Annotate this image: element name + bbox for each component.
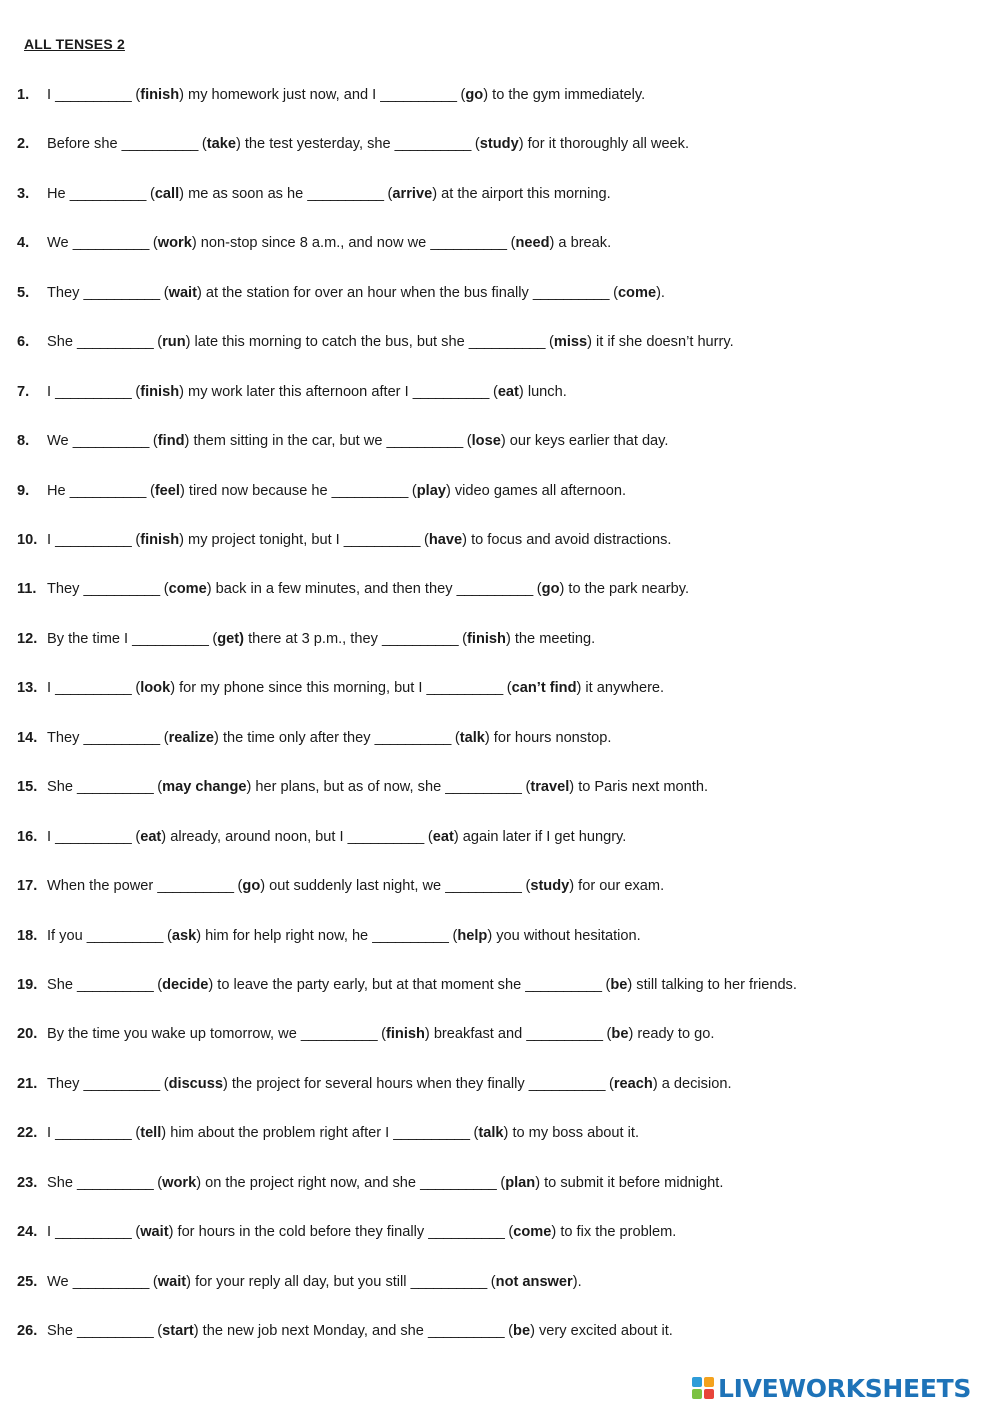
question-text: ) lunch. [518,383,567,400]
question-number: 16. [17,828,38,845]
verb-hint: not answer [495,1273,573,1290]
answer-blank[interactable]: __________ [528,1075,605,1092]
question-number: 7. [17,383,30,400]
verb-hint: go [242,878,261,894]
question-text: They [47,729,84,746]
question-text: ) to my boss about it. [503,1125,640,1142]
verb-hint: finish [140,87,180,103]
question-text: ) still talking to her friends. [627,976,797,993]
question-number: 24. [17,1224,38,1241]
question-text: ) very excited about it. [530,1323,673,1339]
answer-blank[interactable]: __________ [55,1125,132,1142]
question-text: ( [456,87,466,103]
answer-blank[interactable]: __________ [386,433,463,450]
question-text: ) again later if I get hungry. [453,828,627,845]
question-text: ( [131,1125,141,1142]
question-text: ) for hours in the cold before they finally [168,1224,429,1241]
logo-square [704,1389,714,1399]
answer-blank[interactable]: __________ [372,927,449,944]
question-text: ( [131,87,141,103]
question-text: I [47,828,56,845]
question-text: ( [153,976,163,993]
logo-text: LIVEWORKSHEETS [718,1373,972,1403]
answer-blank[interactable]: __________ [69,185,146,202]
question-text: ( [153,1323,163,1339]
logo-square [704,1377,714,1387]
question-text: ( [601,976,611,993]
question-text: ( [450,729,460,746]
answer-blank[interactable]: __________ [412,383,489,400]
question-text: ) to Paris next month. [569,779,708,796]
question-text: She [47,976,78,993]
question-text: ( [419,532,429,548]
question-text: ) tired now because he [179,482,332,499]
answer-blank[interactable]: __________ [77,1174,154,1191]
question-text: ) the meeting. [505,630,596,647]
question-text: They [47,284,84,301]
question-text: He [47,185,70,202]
answer-blank[interactable]: __________ [300,1026,378,1043]
question-text: ) my work later this afternoon after I [179,383,413,400]
question-text: ) to the gym immediately. [483,87,646,103]
question-text: She [47,334,78,351]
answer-blank[interactable]: __________ [55,87,132,103]
question-text: ( [159,284,169,301]
answer-blank[interactable]: __________ [532,284,610,301]
verb-hint: wait [140,1224,169,1241]
verb-hint: look [140,680,171,697]
question-text: When the power [47,878,158,894]
question-text: ) them sitting in the car, but we [184,433,387,450]
verb-hint: find [157,433,185,450]
question-text: ( [544,334,554,351]
question-text: ( [159,581,169,598]
verb-hint: plan [505,1174,536,1191]
question-number: 11. [17,581,37,598]
question-text: ( [462,433,472,450]
question-text: ( [148,1273,158,1290]
verb-hint: come [513,1224,552,1241]
question-number: 15. [17,779,38,796]
question-text: ) at the airport this morning. [432,185,611,202]
answer-blank[interactable]: __________ [525,976,602,993]
verb-hint: work [157,235,192,252]
question-text: If you [47,927,87,944]
answer-blank[interactable]: __________ [83,284,160,301]
question-text: ) my project tonight, but I [179,532,344,548]
verb-hint: get) [217,630,245,647]
answer-blank[interactable]: __________ [526,1026,603,1043]
verb-hint: eat [432,828,454,845]
question-text: ( [208,630,218,647]
question-text: ( [504,1323,514,1339]
verb-hint: eat [140,828,162,845]
question-text: ( [521,878,531,894]
question-text: We [47,1273,73,1290]
question-number: 26. [17,1323,38,1339]
question-text: there at 3 p.m., they [244,630,382,647]
question-text: I [47,680,56,697]
question-text: She [47,1174,78,1191]
question-text: ) a break. [549,235,612,252]
answer-blank[interactable]: __________ [307,185,384,202]
answer-blank[interactable]: __________ [445,779,522,796]
answer-blank[interactable]: __________ [69,482,146,499]
answer-blank[interactable]: __________ [380,87,457,103]
question-text: ) it if she doesn’t hurry. [587,334,734,351]
question-text: ) him about the problem right after I [161,1125,394,1142]
question-text: ) already, around noon, but I [161,828,348,845]
answer-blank[interactable]: __________ [331,482,408,499]
question-text: ( [521,779,531,796]
question-text: ( [131,383,141,400]
question-text: ( [609,284,618,301]
question-text: ( [448,927,458,944]
question-text: By the time you wake up tomorrow, we [47,1026,301,1043]
question-item [17,927,641,945]
verb-hint: finish [140,532,180,548]
question-text: ) me as soon as he [179,185,308,202]
verb-hint: finish [140,383,180,400]
verb-hint: finish [467,630,506,647]
question-number: 22. [17,1125,38,1142]
answer-blank[interactable]: __________ [77,779,154,796]
logo-square [692,1389,702,1399]
question-number: 13. [17,680,38,697]
question-number: 18. [17,927,38,944]
question-text: I [47,532,56,548]
verb-hint: tell [140,1125,162,1142]
verb-hint: decide [162,976,209,993]
question-number: 2. [17,136,30,153]
verb-hint: can’t find [511,680,577,697]
verb-hint: lose [471,433,501,450]
answer-blank[interactable]: __________ [72,235,149,252]
question-text: ( [458,630,468,647]
question-text: ) the time only after they [214,729,375,746]
verb-hint: arrive [392,185,433,202]
verb-hint: start [162,1323,194,1339]
question-text: ) her plans, but as of now, she [246,779,446,796]
question-item [17,1322,673,1340]
question-number: 20. [17,1026,38,1043]
question-text: They [47,581,84,598]
question-text: ( [153,1174,163,1191]
question-number: 6. [17,334,30,351]
question-number: 5. [17,284,30,301]
question-text: Before she [47,136,122,153]
answer-blank[interactable]: __________ [55,680,132,697]
question-text: ( [159,1075,169,1092]
question-item [17,1124,639,1142]
verb-hint: be [611,1026,629,1043]
question-text: ) him for help right now, he [196,927,373,944]
question-text: We [47,235,73,252]
question-text: ( [407,482,417,499]
answer-blank[interactable]: __________ [428,1224,505,1241]
verb-hint: discuss [168,1075,223,1092]
question-text: ( [532,581,542,598]
answer-blank[interactable]: __________ [445,878,522,894]
verb-hint: talk [459,729,485,746]
question-number: 10. [17,532,38,548]
answer-blank[interactable]: __________ [72,433,149,450]
verb-hint: study [530,878,570,894]
question-text: ) it anywhere. [576,680,665,697]
answer-blank[interactable]: __________ [430,235,507,252]
question-number: 25. [17,1273,38,1290]
question-number: 9. [17,482,30,499]
verb-hint: work [162,1174,197,1191]
answer-blank[interactable]: __________ [55,383,132,400]
liveworksheets-logo-icon [692,1377,714,1399]
verb-hint: wait [168,284,197,301]
question-text: ) the project for several hours when they finally [222,1075,529,1092]
question-item [17,185,611,203]
question-text: ( [148,433,158,450]
question-item [17,877,664,895]
answer-blank[interactable]: __________ [374,729,451,746]
question-text: ( [145,185,155,202]
question-text: ( [506,235,516,252]
verb-hint: finish [385,1026,425,1043]
question-text: ( [488,383,498,400]
question-text: ( [377,1026,386,1043]
question-text: I [47,383,56,400]
answer-blank[interactable]: __________ [456,581,533,598]
question-item [17,234,611,252]
question-text: By the time I [47,630,133,647]
question-text: ( [469,1125,479,1142]
answer-blank[interactable]: __________ [72,1273,149,1290]
question-item [17,828,626,846]
worksheet-title: ALL TENSES 2 [24,36,125,52]
answer-blank[interactable]: __________ [420,1174,497,1191]
question-number: 3. [17,185,30,202]
verb-hint: may change [162,779,247,796]
logo-square [692,1377,702,1387]
question-item [17,580,689,598]
answer-blank[interactable]: __________ [410,1273,487,1290]
verb-hint: eat [497,383,519,400]
verb-hint: be [513,1323,531,1339]
question-item [17,432,668,450]
question-item [17,729,611,747]
verb-hint: ask [171,927,197,944]
question-text: ( [504,1224,514,1241]
answer-blank[interactable]: __________ [83,581,160,598]
question-text: We [47,433,73,450]
verb-hint: take [206,136,236,153]
answer-blank[interactable]: __________ [77,334,154,351]
question-text: ( [496,1174,506,1191]
liveworksheets-logo [692,1373,971,1403]
question-number: 4. [17,235,30,252]
question-text: ) for your reply all day, but you still [186,1273,411,1290]
question-item [17,1174,723,1192]
question-text: ) late this morning to catch the bus, but she [185,334,469,351]
question-item [17,1273,582,1291]
question-item [17,679,664,697]
verb-hint: talk [478,1125,504,1142]
answer-blank[interactable]: __________ [157,878,234,894]
verb-hint: come [617,284,657,301]
answer-blank[interactable]: __________ [86,927,163,944]
question-text: ( [131,532,141,548]
question-text: ) our keys earlier that day. [500,433,669,450]
question-text: ( [604,1075,614,1092]
question-text: ) non-stop since 8 a.m., and now we [191,235,431,252]
question-text: I [47,1125,56,1142]
question-text: ( [162,927,172,944]
answer-blank[interactable]: __________ [132,630,209,647]
answer-blank[interactable]: __________ [55,532,132,548]
question-text: ( [197,136,207,153]
question-text: She [47,1323,78,1339]
verb-hint: run [162,334,186,351]
question-text: ( [153,779,163,796]
verb-hint: have [428,532,463,548]
verb-hint: be [610,976,628,993]
question-text: ) the test yesterday, she [235,136,395,153]
question-item [17,135,689,153]
question-text: ) for hours nonstop. [484,729,612,746]
verb-hint: feel [154,482,180,499]
question-text: ( [423,828,433,845]
question-text: ) to fix the problem. [551,1224,677,1241]
answer-blank[interactable]: __________ [77,976,154,993]
answer-blank[interactable]: __________ [83,729,160,746]
question-text: ( [470,136,480,153]
verb-hint: help [457,927,488,944]
verb-hint: call [154,185,180,202]
question-text: ) for my phone since this morning, but I [170,680,427,697]
answer-blank[interactable]: __________ [427,1323,505,1339]
verb-hint: go [465,87,484,103]
question-number: 14. [17,729,38,746]
question-text: They [47,1075,84,1092]
question-text: ). [572,1273,582,1290]
answer-blank[interactable]: __________ [468,334,545,351]
answer-blank[interactable]: __________ [381,630,459,647]
verb-hint: play [416,482,446,499]
verb-hint: miss [553,334,588,351]
question-text: ( [131,680,141,697]
question-text: ) to submit it before midnight. [535,1174,724,1191]
question-text: ) ready to go. [628,1026,715,1043]
verb-hint: wait [157,1273,187,1290]
question-item [17,383,567,401]
question-text: ) for it thoroughly all week. [518,136,690,153]
question-text: ) out suddenly last night, we [260,878,446,894]
verb-hint: reach [613,1075,653,1092]
question-text: ( [153,334,163,351]
question-text: ) for our exam. [569,878,665,894]
question-number: 1. [17,87,30,103]
question-text: ( [233,878,243,894]
question-item [17,1075,732,1093]
question-text: ( [486,1273,496,1290]
question-text: ( [159,729,169,746]
answer-blank[interactable]: __________ [426,680,503,697]
verb-hint: study [479,136,519,153]
question-text: ( [145,482,155,499]
verb-hint: need [515,235,550,252]
question-text: ( [131,1224,141,1241]
question-number: 23. [17,1174,38,1191]
answer-blank[interactable]: __________ [347,828,424,845]
question-text: I [47,87,56,103]
question-text: ) on the project right now, and she [196,1174,421,1191]
answer-blank[interactable]: __________ [393,1125,470,1142]
question-number: 17. [17,878,38,894]
question-item [17,778,708,796]
question-number: 8. [17,433,30,450]
question-text: ) the new job next Monday, and she [193,1323,428,1339]
question-text: ) a decision. [652,1075,732,1092]
verb-hint: go [541,581,560,598]
question-item [17,1223,676,1241]
question-number: 12. [17,630,38,647]
answer-blank[interactable]: __________ [343,532,420,548]
answer-blank[interactable]: __________ [83,1075,160,1092]
question-text: ( [502,680,512,697]
question-text: ( [602,1026,612,1043]
question-item [17,531,671,549]
question-text: ( [131,828,141,845]
question-item [17,976,797,994]
question-text: He [47,482,70,499]
answer-blank[interactable]: __________ [55,828,132,845]
answer-blank[interactable]: __________ [394,136,471,153]
question-text: ) breakfast and [424,1026,527,1043]
answer-blank[interactable]: __________ [55,1224,132,1241]
question-text: ) video games all afternoon. [445,482,627,499]
question-text: ) my homework just now, and I [179,87,381,103]
question-text: ). [656,284,665,301]
verb-hint: realize [168,729,215,746]
question-item [17,1025,714,1043]
question-item [17,630,595,648]
answer-blank[interactable]: __________ [77,1323,154,1339]
question-item [17,284,665,302]
question-text: ) back in a few minutes, and then they [206,581,457,598]
question-text: ) to the park nearby. [559,581,690,598]
answer-blank[interactable]: __________ [121,136,198,153]
question-number: 19. [17,976,38,993]
question-text: ( [148,235,158,252]
question-text: ) to leave the party early, but at that moment she [208,976,526,993]
question-text: ) you without hesitation. [487,927,641,944]
verb-hint: travel [530,779,570,796]
question-item [17,482,626,500]
question-text: ) at the station for over an hour when the bus finally [196,284,533,301]
question-text: ( [383,185,393,202]
question-number: 21. [17,1075,38,1092]
question-item [17,86,645,104]
verb-hint: come [168,581,207,598]
question-item [17,333,734,351]
question-text: ) to focus and avoid distractions. [462,532,672,548]
question-text: She [47,779,78,796]
question-text: I [47,1224,56,1241]
